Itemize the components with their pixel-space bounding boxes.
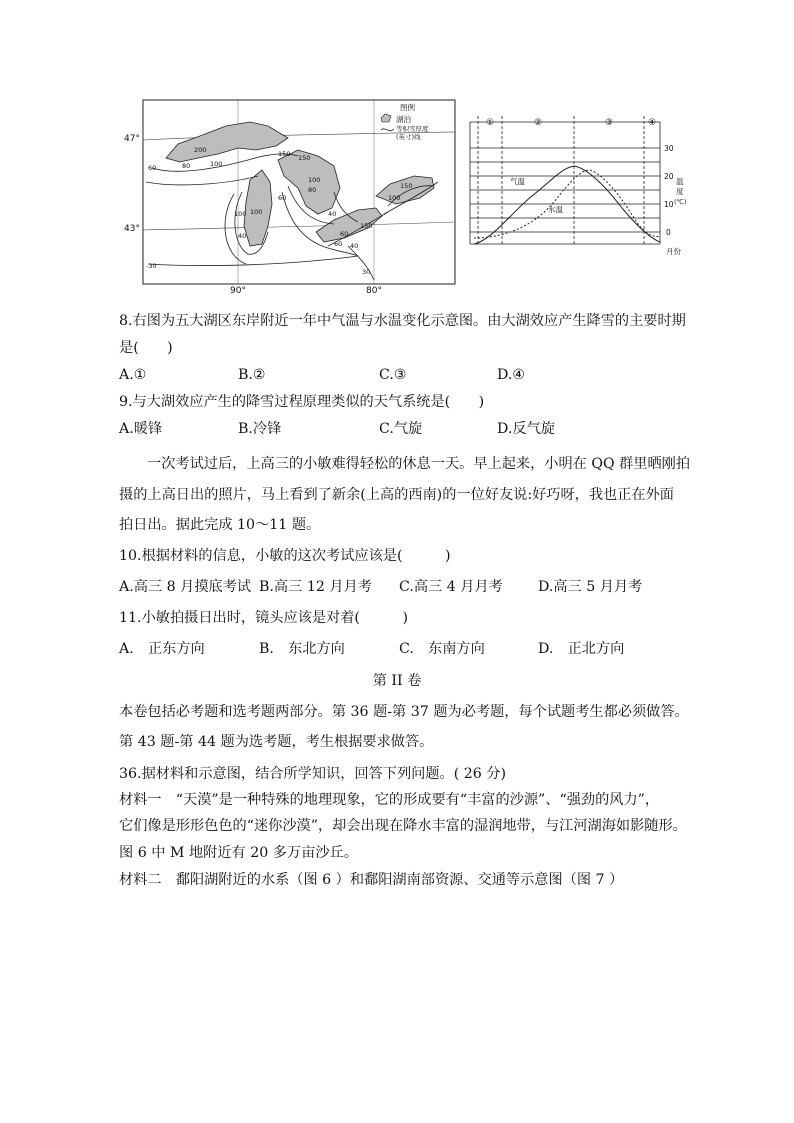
q9-option-a[interactable]: A.暖锋 [119, 421, 163, 437]
passage-line-1: 一次考试过后，上高三的小敏难得轻松的休息一天。早上起来，小明在 QQ 群里晒刚拍 [147, 456, 691, 472]
q10-stem: 10.根据材料的信息，小敏的这次考试应该是( ) [119, 548, 451, 564]
y-label: 温 [676, 177, 684, 186]
q10-option-b[interactable]: B.高三 12 月月考 [259, 579, 372, 595]
x-label: 月份 [666, 247, 681, 256]
period-label: ④ [647, 118, 657, 128]
contour-label: 40 [238, 232, 247, 240]
contour-label: 100 [250, 208, 263, 216]
period-label: ② [533, 118, 543, 128]
contour-label: 150 [360, 222, 373, 230]
q8-option-d[interactable]: D.④ [497, 367, 526, 383]
contour-label: 60 [278, 194, 287, 202]
y-tick: 20 [664, 172, 674, 181]
section-title: 第 II 卷 [372, 673, 422, 689]
q9-option-d[interactable]: D.反气旋 [497, 421, 555, 437]
contour-label: 60 [334, 240, 343, 248]
map-legend-line-unit: (英寸)线 [396, 133, 421, 141]
section-intro-1: 本卷包括必考题和选考题两部分。第 36 题-第 37 题为必考题，每个试题考生都必须做答。 [119, 704, 689, 720]
map-lon-80: 80° [366, 286, 382, 296]
contour-label: -30 [146, 262, 157, 270]
map-legend-line: 等积雪厚度 [396, 125, 429, 133]
y-tick: 10 [664, 200, 674, 209]
q8-stem: 8.右图为五大湖区东岸附近一年中气温与水温变化示意图。由大湖效应产生降雪的主要时期 [119, 313, 686, 329]
q10-option-a[interactable]: A.高三 8 月摸底考试 [119, 579, 252, 595]
contour-label: 60 [340, 230, 349, 238]
air-temp-label: 气温 [510, 177, 525, 186]
q8-option-c[interactable]: C.③ [379, 367, 407, 383]
contour-label: 100 [210, 160, 223, 168]
q11-option-b[interactable]: B. 东北方向 [259, 641, 345, 657]
passage-line-3: 拍日出。据此完成 10～11 题。 [119, 517, 321, 533]
contour-label: 150 [278, 150, 291, 158]
great-lakes-snow-map [138, 96, 460, 296]
temperature-chart [462, 112, 688, 262]
y-label: 度 [676, 187, 684, 196]
q10-option-c[interactable]: C.高三 4 月月考 [399, 579, 503, 595]
y-tick: 30 [664, 144, 674, 153]
contour-label: 40 [350, 242, 359, 250]
contour-label: 100 [388, 194, 401, 202]
q11-option-a[interactable]: A. 正东方向 [119, 641, 205, 657]
section-intro-2: 第 43 题-第 44 题为选考题，考生根据要求做答。 [119, 734, 434, 750]
q9-option-b[interactable]: B.冷锋 [238, 421, 282, 437]
contour-label: 80 [182, 162, 191, 170]
q9-stem: 9.与大湖效应产生的降雪过程原理类似的天气系统是( ) [119, 394, 485, 410]
q36-material2: 材料二 鄱阳湖附近的水系（图 6 ）和鄱阳湖南部资源、交通等示意图（图 7 ） [119, 872, 624, 888]
contour-label: 150 [298, 154, 311, 162]
map-lat-47: 47° [124, 134, 140, 144]
q36-material1-line3: 图 6 中 M 地附近有 20 多万亩沙丘。 [119, 845, 358, 861]
period-label: ③ [604, 118, 614, 128]
water-temp-label: 水温 [548, 205, 563, 214]
q36-material1-line2: 它们像是形形色色的“迷你沙漠”，却会出现在降水丰富的湿润地带，与江河湖海如影随形。 [119, 818, 687, 834]
q9-option-c[interactable]: C.气旋 [379, 421, 423, 437]
q8-option-a[interactable]: A.① [119, 367, 147, 383]
contour-label: 80 [308, 186, 317, 194]
y-tick: 0 [666, 228, 671, 237]
q11-option-c[interactable]: C. 东南方向 [399, 641, 485, 657]
q36-material1-line1: 材料一 “天漠”是一种特殊的地理现象，它的形成要有“丰富的沙源”、“强劲的风力”， [119, 792, 660, 808]
map-legend-lake: 湖泊 [396, 115, 411, 124]
contour-label: 200 [194, 146, 207, 154]
q10-option-d[interactable]: D.高三 5 月月考 [538, 579, 643, 595]
map-lat-43: 43° [124, 224, 140, 234]
period-label: ① [485, 118, 495, 128]
contour-label: 40 [328, 210, 337, 218]
contour-label: 100 [234, 210, 247, 218]
contour-label: 60 [148, 164, 157, 172]
map-legend-title: 图例 [400, 103, 415, 112]
y-label-unit: (℃) [674, 198, 687, 206]
map-lon-90: 90° [230, 286, 246, 296]
contour-label: 150 [400, 182, 413, 190]
q8-stem-cont: 是( ) [119, 340, 173, 356]
q11-option-d[interactable]: D. 正北方向 [538, 641, 625, 657]
contour-label: 100 [308, 176, 321, 184]
q8-option-b[interactable]: B.② [238, 367, 266, 383]
q11-stem: 11.小敏拍摄日出时，镜头应该是对着( ) [119, 610, 409, 626]
passage-line-2: 摄的上高日出的照片，马上看到了新余(上高的西南)的一位好友说:好巧呀，我也正在外面 [119, 487, 674, 503]
q36-stem: 36.据材料和示意图，结合所学知识，回答下列问题。( 26 分) [119, 766, 507, 782]
contour-label: 30 [362, 268, 371, 276]
